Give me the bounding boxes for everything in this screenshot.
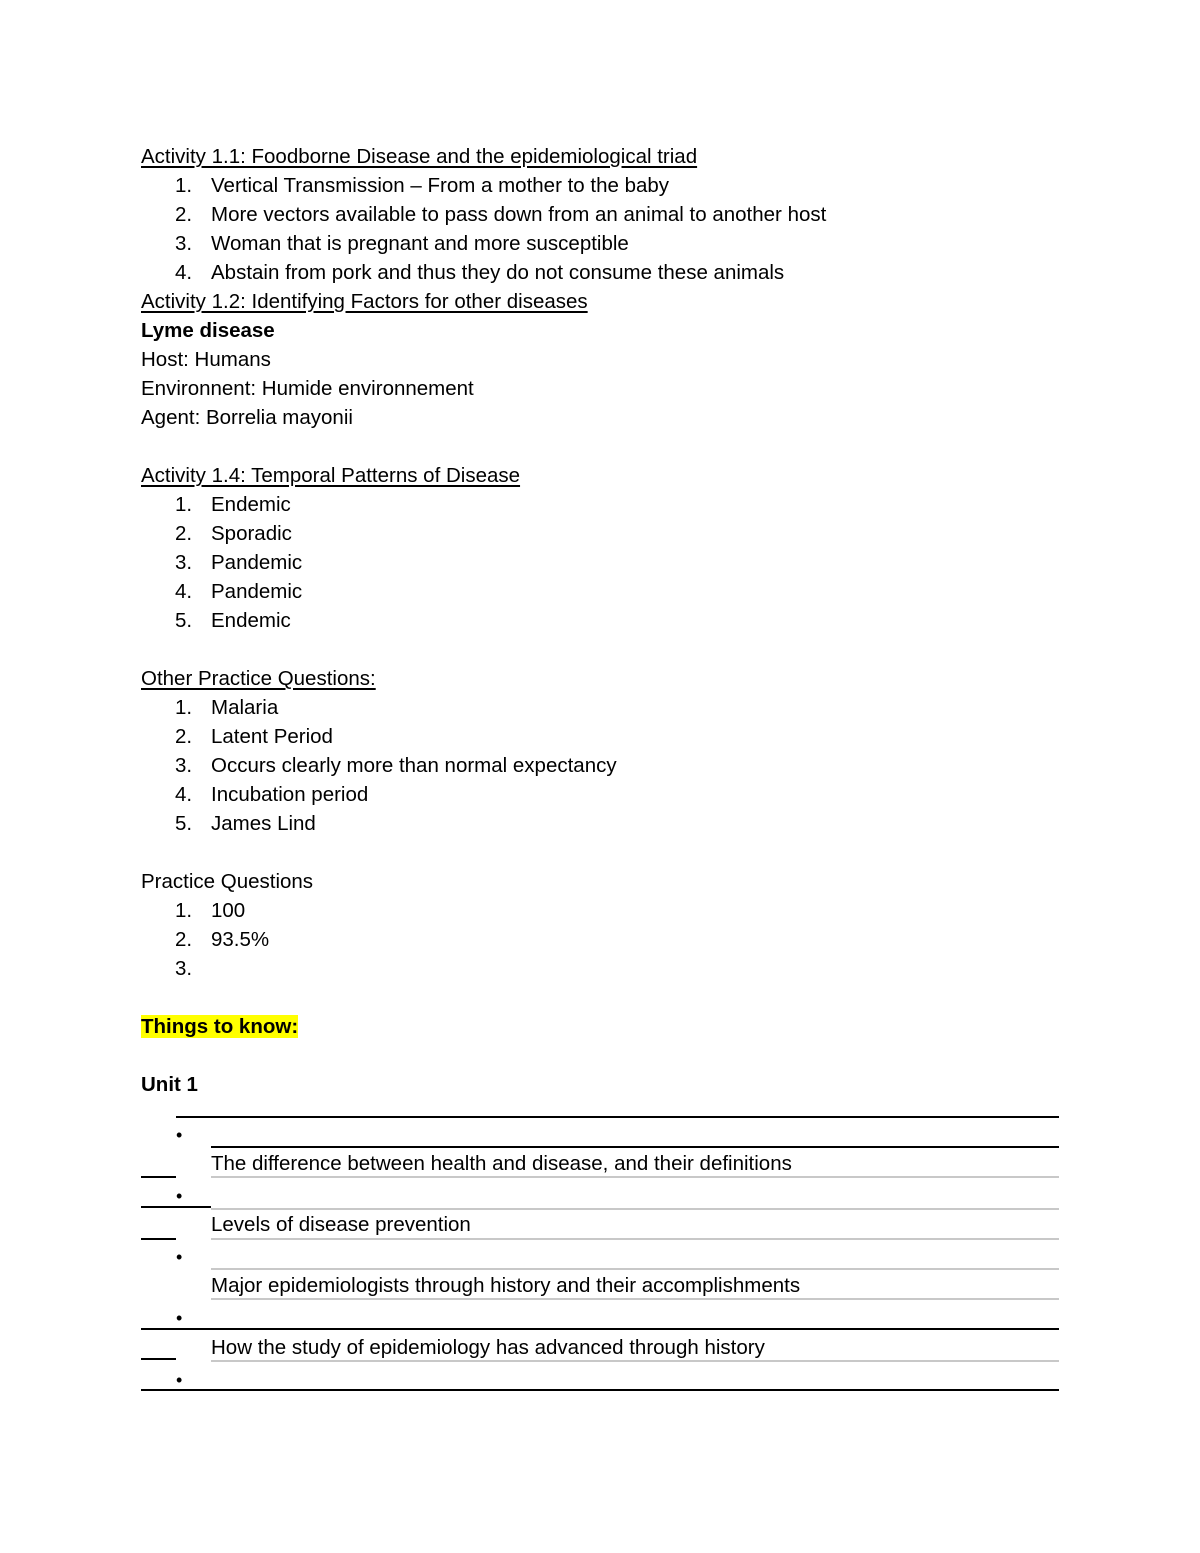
unit-1-row: Major epidemiologists through history and their accomplishments: [211, 1274, 801, 1297]
list-item: 3. Pandemic: [175, 551, 303, 574]
table-rule: [211, 1176, 1059, 1178]
list-item: 4. Pandemic: [175, 580, 303, 603]
list-item: 5. Endemic: [175, 609, 291, 632]
activity-1-4-heading: Activity 1.4: Temporal Patterns of Disease: [141, 464, 521, 487]
host-line: Host: Humans: [141, 348, 271, 371]
table-rule: [211, 1298, 1059, 1300]
list-item: 4. Abstain from pork and thus they do not consume these animals: [175, 261, 785, 284]
list-item: 2. 93.5%: [175, 928, 270, 951]
unit-1-table: [141, 1110, 1059, 1400]
table-rule: [176, 1116, 1059, 1118]
table-rule: [211, 1360, 1059, 1362]
list-item: 1. 100: [175, 899, 246, 922]
table-rule: [141, 1328, 1059, 1330]
table-rule: [141, 1389, 1059, 1391]
list-item: 5. James Lind: [175, 812, 316, 835]
list-item: 2. Latent Period: [175, 725, 333, 748]
things-to-know-heading: Things to know:: [141, 1015, 299, 1038]
disease-name: Lyme disease: [141, 319, 275, 342]
list-item: 2. Sporadic: [175, 522, 292, 545]
list-item: 4. Incubation period: [175, 783, 369, 806]
bullet-icon: •: [176, 1125, 183, 1145]
unit-1-heading: Unit 1: [141, 1073, 198, 1096]
table-rule: [141, 1206, 211, 1208]
activity-1-1-heading: Activity 1.1: Foodborne Disease and the epidemiological triad: [141, 145, 698, 168]
activity-1-2-heading: Activity 1.2: Identifying Factors for other diseases: [141, 290, 588, 313]
document-page: [141, 142, 1059, 1099]
list-item: 3.: [175, 957, 193, 980]
table-rule: [211, 1268, 1059, 1270]
list-item: 2. More vectors available to pass down from an animal to another host: [175, 203, 827, 226]
practice-heading: Practice Questions: [141, 870, 314, 893]
list-item: 3. Woman that is pregnant and more susceptible: [175, 232, 629, 255]
bullet-icon: •: [176, 1247, 183, 1267]
list-item: 1. Malaria: [175, 696, 279, 719]
table-rule: [141, 1176, 176, 1178]
bullet-icon: •: [176, 1186, 183, 1206]
bullet-icon: •: [176, 1370, 183, 1390]
list-item: 1. Endemic: [175, 493, 291, 516]
unit-1-row: How the study of epidemiology has advanced through history: [211, 1336, 765, 1359]
environment-line: Environnent: Humide environnement: [141, 377, 474, 400]
unit-1-row: The difference between health and disease, and their definitions: [211, 1152, 792, 1175]
table-rule: [141, 1238, 176, 1240]
table-rule: [141, 1358, 176, 1360]
agent-line: Agent: Borrelia mayonii: [141, 406, 353, 429]
list-item: 1. Vertical Transmission – From a mother to the baby: [175, 174, 670, 197]
table-rule: [211, 1238, 1059, 1240]
other-practice-heading: Other Practice Questions:: [141, 667, 376, 690]
table-rule: [211, 1208, 1059, 1210]
table-rule: [211, 1146, 1059, 1148]
list-item: 3. Occurs clearly more than normal expectancy: [175, 754, 617, 777]
bullet-icon: •: [176, 1308, 183, 1328]
unit-1-row: Levels of disease prevention: [211, 1213, 471, 1236]
